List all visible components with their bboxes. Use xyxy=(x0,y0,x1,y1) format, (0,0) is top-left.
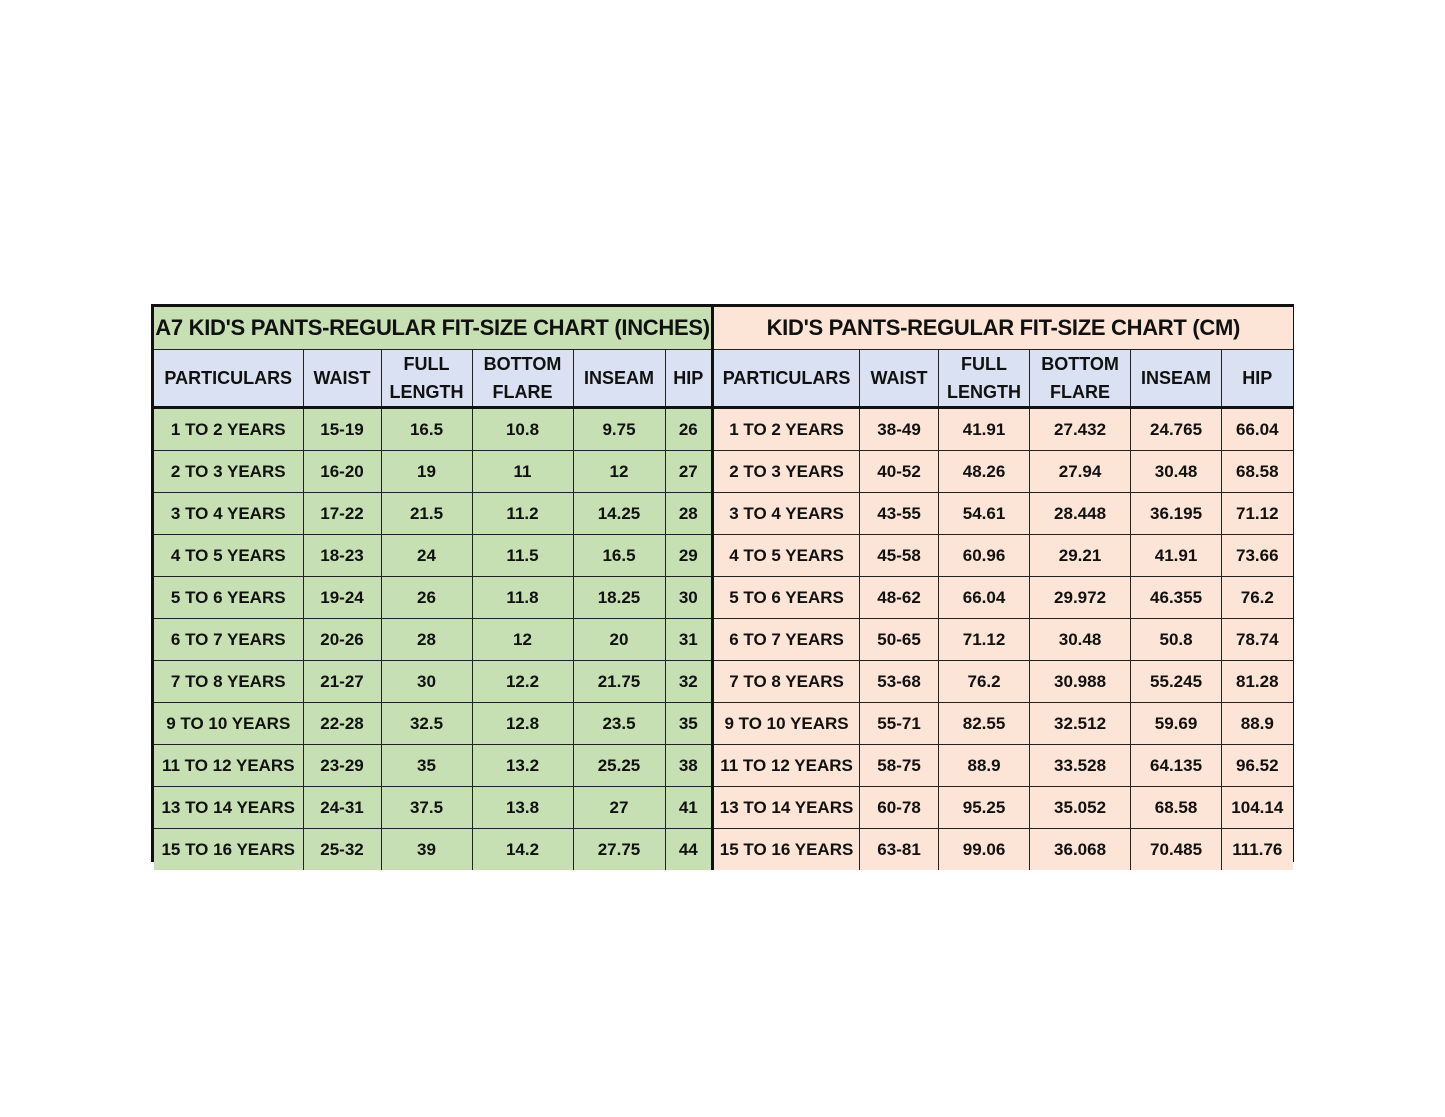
measurement-cell: 55-71 xyxy=(860,703,939,745)
measurement-cell: 66.04 xyxy=(939,577,1030,619)
measurement-cell: 96.52 xyxy=(1222,745,1293,787)
measurement-cell: 73.66 xyxy=(1222,535,1293,577)
age-range-cell: 7 TO 8 YEARS xyxy=(713,661,860,703)
measurement-cell: 37.5 xyxy=(381,787,472,829)
measurement-cell: 39 xyxy=(381,829,472,871)
measurement-cell: 88.9 xyxy=(939,745,1030,787)
cm-column-header xyxy=(1030,350,1131,408)
cm-table-row xyxy=(713,408,1293,451)
measurement-cell: 11.5 xyxy=(472,535,573,577)
inches-size-table xyxy=(154,307,711,870)
measurement-cell: 66.04 xyxy=(1222,408,1293,451)
inches-chart-title: A7 KID'S PANTS-REGULAR FIT-SIZE CHART (INCHES) xyxy=(154,307,711,350)
measurement-cell: 11 xyxy=(472,451,573,493)
inches-column-header xyxy=(381,350,472,408)
measurement-cell: 40-52 xyxy=(860,451,939,493)
measurement-cell: 27.94 xyxy=(1030,451,1131,493)
age-range-cell: 6 TO 7 YEARS xyxy=(154,619,303,661)
measurement-cell: 44 xyxy=(665,829,711,871)
cm-table-row xyxy=(713,703,1293,745)
cm-column-header xyxy=(1131,350,1222,408)
measurement-cell: 29.972 xyxy=(1030,577,1131,619)
measurement-cell: 30 xyxy=(381,661,472,703)
measurement-cell: 19 xyxy=(381,451,472,493)
measurement-cell: 26 xyxy=(381,577,472,619)
measurement-cell: 29 xyxy=(665,535,711,577)
measurement-cell: 46.355 xyxy=(1131,577,1222,619)
cm-table-row xyxy=(713,535,1293,577)
measurement-cell: 14.2 xyxy=(472,829,573,871)
measurement-cell: 14.25 xyxy=(573,493,665,535)
measurement-cell: 16.5 xyxy=(573,535,665,577)
age-range-cell: 1 TO 2 YEARS xyxy=(713,408,860,451)
measurement-cell: 13.2 xyxy=(472,745,573,787)
measurement-cell: 16-20 xyxy=(303,451,381,493)
measurement-cell: 23.5 xyxy=(573,703,665,745)
measurement-cell: 31 xyxy=(665,619,711,661)
column-header-line: LENGTH xyxy=(389,382,464,402)
measurement-cell: 70.485 xyxy=(1131,829,1222,871)
cm-column-header xyxy=(939,350,1030,408)
measurement-cell: 71.12 xyxy=(939,619,1030,661)
measurement-cell: 68.58 xyxy=(1131,787,1222,829)
measurement-cell: 35 xyxy=(665,703,711,745)
measurement-cell: 54.61 xyxy=(939,493,1030,535)
age-range-cell: 13 TO 14 YEARS xyxy=(154,787,303,829)
age-range-cell: 2 TO 3 YEARS xyxy=(713,451,860,493)
measurement-cell: 18.25 xyxy=(573,577,665,619)
inches-header-row xyxy=(154,350,711,408)
cm-chart-title: KID'S PANTS-REGULAR FIT-SIZE CHART (CM) xyxy=(713,307,1293,350)
measurement-cell: 48.26 xyxy=(939,451,1030,493)
measurement-cell: 60.96 xyxy=(939,535,1030,577)
measurement-cell: 68.58 xyxy=(1222,451,1293,493)
inches-column-header xyxy=(472,350,573,408)
measurement-cell: 88.9 xyxy=(1222,703,1293,745)
measurement-cell: 60-78 xyxy=(860,787,939,829)
cm-table-row xyxy=(713,745,1293,787)
age-range-cell: 3 TO 4 YEARS xyxy=(713,493,860,535)
age-range-cell: 15 TO 16 YEARS xyxy=(154,829,303,871)
inches-column-header xyxy=(573,350,665,408)
inches-table-row xyxy=(154,577,711,619)
measurement-cell: 36.195 xyxy=(1131,493,1222,535)
measurement-cell: 20-26 xyxy=(303,619,381,661)
inches-table-row xyxy=(154,661,711,703)
age-range-cell: 11 TO 12 YEARS xyxy=(713,745,860,787)
measurement-cell: 71.12 xyxy=(1222,493,1293,535)
inches-table-row xyxy=(154,703,711,745)
measurement-cell: 35 xyxy=(381,745,472,787)
age-range-cell: 4 TO 5 YEARS xyxy=(713,535,860,577)
measurement-cell: 28 xyxy=(665,493,711,535)
measurement-cell: 18-23 xyxy=(303,535,381,577)
age-range-cell: 9 TO 10 YEARS xyxy=(713,703,860,745)
measurement-cell: 17-22 xyxy=(303,493,381,535)
column-header-line: PARTICULARS xyxy=(164,368,293,388)
measurement-cell: 28.448 xyxy=(1030,493,1131,535)
inches-table-row xyxy=(154,829,711,871)
inches-table-row xyxy=(154,451,711,493)
measurement-cell: 16.5 xyxy=(381,408,472,451)
age-range-cell: 11 TO 12 YEARS xyxy=(154,745,303,787)
measurement-cell: 32 xyxy=(665,661,711,703)
measurement-cell: 43-55 xyxy=(860,493,939,535)
measurement-cell: 48-62 xyxy=(860,577,939,619)
column-header-line: WAIST xyxy=(313,368,371,388)
column-header-line: FLARE xyxy=(1050,382,1111,402)
column-header-line: LENGTH xyxy=(947,382,1022,402)
size-chart xyxy=(151,304,1294,862)
age-range-cell: 9 TO 10 YEARS xyxy=(154,703,303,745)
measurement-cell: 53-68 xyxy=(860,661,939,703)
measurement-cell: 11.8 xyxy=(472,577,573,619)
measurement-cell: 104.14 xyxy=(1222,787,1293,829)
cm-column-header xyxy=(860,350,939,408)
measurement-cell: 12.2 xyxy=(472,661,573,703)
measurement-cell: 38 xyxy=(665,745,711,787)
measurement-cell: 25.25 xyxy=(573,745,665,787)
measurement-cell: 63-81 xyxy=(860,829,939,871)
measurement-cell: 33.528 xyxy=(1030,745,1131,787)
cm-title-row xyxy=(713,307,1293,350)
measurement-cell: 41 xyxy=(665,787,711,829)
column-header-line: WAIST xyxy=(870,368,928,388)
measurement-cell: 21.75 xyxy=(573,661,665,703)
measurement-cell: 24.765 xyxy=(1131,408,1222,451)
cm-table-row xyxy=(713,619,1293,661)
measurement-cell: 82.55 xyxy=(939,703,1030,745)
measurement-cell: 21-27 xyxy=(303,661,381,703)
measurement-cell: 41.91 xyxy=(1131,535,1222,577)
measurement-cell: 12 xyxy=(573,451,665,493)
measurement-cell: 28 xyxy=(381,619,472,661)
measurement-cell: 12.8 xyxy=(472,703,573,745)
measurement-cell: 32.512 xyxy=(1030,703,1131,745)
column-header-line: HIP xyxy=(673,368,704,388)
inches-column-header xyxy=(154,350,303,408)
measurement-cell: 27 xyxy=(665,451,711,493)
column-header-line: FULL xyxy=(403,354,450,374)
column-header-line: BOTTOM xyxy=(483,354,562,374)
measurement-cell: 111.76 xyxy=(1222,829,1293,871)
age-range-cell: 7 TO 8 YEARS xyxy=(154,661,303,703)
measurement-cell: 27.432 xyxy=(1030,408,1131,451)
measurement-cell: 30.48 xyxy=(1131,451,1222,493)
inches-column-header xyxy=(665,350,711,408)
measurement-cell: 21.5 xyxy=(381,493,472,535)
measurement-cell: 25-32 xyxy=(303,829,381,871)
measurement-cell: 10.8 xyxy=(472,408,573,451)
measurement-cell: 13.8 xyxy=(472,787,573,829)
measurement-cell: 22-28 xyxy=(303,703,381,745)
measurement-cell: 12 xyxy=(472,619,573,661)
measurement-cell: 11.2 xyxy=(472,493,573,535)
measurement-cell: 76.2 xyxy=(939,661,1030,703)
inches-title-row xyxy=(154,307,711,350)
measurement-cell: 19-24 xyxy=(303,577,381,619)
column-header-line: FLARE xyxy=(492,382,553,402)
measurement-cell: 50-65 xyxy=(860,619,939,661)
age-range-cell: 5 TO 6 YEARS xyxy=(713,577,860,619)
measurement-cell: 38-49 xyxy=(860,408,939,451)
column-header-line: INSEAM xyxy=(583,368,654,388)
cm-table-row xyxy=(713,661,1293,703)
measurement-cell: 36.068 xyxy=(1030,829,1131,871)
inches-table-row xyxy=(154,408,711,451)
column-header-line: FULL xyxy=(961,354,1008,374)
age-range-cell: 5 TO 6 YEARS xyxy=(154,577,303,619)
inches-table-row xyxy=(154,535,711,577)
cm-column-header xyxy=(1222,350,1293,408)
measurement-cell: 27 xyxy=(573,787,665,829)
column-header-line: HIP xyxy=(1242,368,1273,388)
measurement-cell: 27.75 xyxy=(573,829,665,871)
measurement-cell: 32.5 xyxy=(381,703,472,745)
measurement-cell: 23-29 xyxy=(303,745,381,787)
measurement-cell: 30.988 xyxy=(1030,661,1131,703)
age-range-cell: 4 TO 5 YEARS xyxy=(154,535,303,577)
measurement-cell: 20 xyxy=(573,619,665,661)
measurement-cell: 24 xyxy=(381,535,472,577)
measurement-cell: 45-58 xyxy=(860,535,939,577)
measurement-cell: 30 xyxy=(665,577,711,619)
age-range-cell: 2 TO 3 YEARS xyxy=(154,451,303,493)
inches-table-row xyxy=(154,787,711,829)
age-range-cell: 13 TO 14 YEARS xyxy=(713,787,860,829)
measurement-cell: 41.91 xyxy=(939,408,1030,451)
age-range-cell: 3 TO 4 YEARS xyxy=(154,493,303,535)
measurement-cell: 99.06 xyxy=(939,829,1030,871)
age-range-cell: 6 TO 7 YEARS xyxy=(713,619,860,661)
cm-table-row xyxy=(713,451,1293,493)
measurement-cell: 58-75 xyxy=(860,745,939,787)
measurement-cell: 35.052 xyxy=(1030,787,1131,829)
inches-table-body xyxy=(154,307,711,870)
cm-size-table xyxy=(711,307,1293,870)
cm-header-row xyxy=(713,350,1293,408)
cm-column-header xyxy=(713,350,860,408)
cm-table-row xyxy=(713,829,1293,871)
measurement-cell: 81.28 xyxy=(1222,661,1293,703)
measurement-cell: 55.245 xyxy=(1131,661,1222,703)
measurement-cell: 29.21 xyxy=(1030,535,1131,577)
measurement-cell: 76.2 xyxy=(1222,577,1293,619)
column-header-line: INSEAM xyxy=(1141,368,1212,388)
measurement-cell: 59.69 xyxy=(1131,703,1222,745)
inches-table-row xyxy=(154,619,711,661)
column-header-line: PARTICULARS xyxy=(722,368,851,388)
inches-table-row xyxy=(154,493,711,535)
age-range-cell: 15 TO 16 YEARS xyxy=(713,829,860,871)
measurement-cell: 24-31 xyxy=(303,787,381,829)
column-header-line: BOTTOM xyxy=(1041,354,1119,374)
inches-table-row xyxy=(154,745,711,787)
measurement-cell: 26 xyxy=(665,408,711,451)
measurement-cell: 95.25 xyxy=(939,787,1030,829)
age-range-cell: 1 TO 2 YEARS xyxy=(154,408,303,451)
measurement-cell: 9.75 xyxy=(573,408,665,451)
measurement-cell: 78.74 xyxy=(1222,619,1293,661)
measurement-cell: 64.135 xyxy=(1131,745,1222,787)
cm-table-row xyxy=(713,493,1293,535)
inches-column-header xyxy=(303,350,381,408)
cm-table-row xyxy=(713,787,1293,829)
cm-table-body xyxy=(713,307,1293,870)
cm-table-row xyxy=(713,577,1293,619)
measurement-cell: 15-19 xyxy=(303,408,381,451)
measurement-cell: 50.8 xyxy=(1131,619,1222,661)
measurement-cell: 30.48 xyxy=(1030,619,1131,661)
